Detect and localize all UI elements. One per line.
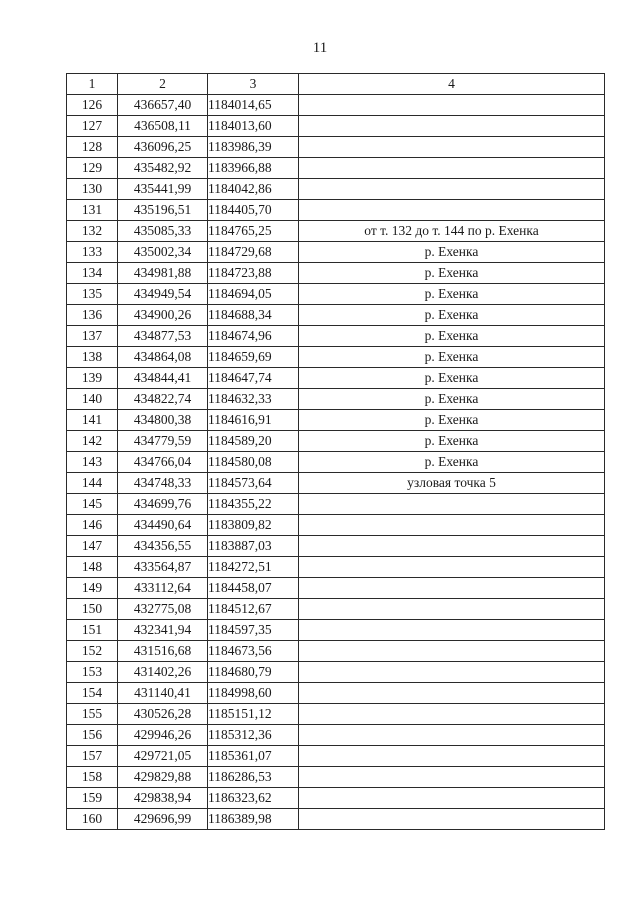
point-number-cell: 136 <box>67 305 118 326</box>
x-coordinate-cell: 434800,38 <box>118 410 208 431</box>
y-coordinate-cell: 1185151,12 <box>208 704 299 725</box>
table-header-row <box>67 74 605 95</box>
x-coordinate-cell: 435441,99 <box>118 179 208 200</box>
y-coordinate-cell: 1184355,22 <box>208 494 299 515</box>
x-coordinate-cell: 434949,54 <box>118 284 208 305</box>
table-body <box>67 95 605 830</box>
y-coordinate-cell: 1185312,36 <box>208 725 299 746</box>
table-row <box>67 788 605 809</box>
x-coordinate-cell: 431516,68 <box>118 641 208 662</box>
page-number: 11 <box>312 40 328 56</box>
description-cell: р. Ехенка <box>299 389 605 410</box>
point-number-cell: 128 <box>67 137 118 158</box>
point-number-cell: 156 <box>67 725 118 746</box>
description-cell <box>299 809 605 830</box>
coordinates-table <box>66 73 605 830</box>
table-row <box>67 221 605 242</box>
table-row <box>67 662 605 683</box>
description-cell: р. Ехенка <box>299 305 605 326</box>
x-coordinate-cell: 434766,04 <box>118 452 208 473</box>
table-row <box>67 578 605 599</box>
point-number-cell: 127 <box>67 116 118 137</box>
point-number-cell: 144 <box>67 473 118 494</box>
point-number-cell: 159 <box>67 788 118 809</box>
y-coordinate-cell: 1184589,20 <box>208 431 299 452</box>
x-coordinate-cell: 434699,76 <box>118 494 208 515</box>
table-row <box>67 200 605 221</box>
table-row <box>67 725 605 746</box>
x-coordinate-cell: 436508,11 <box>118 116 208 137</box>
y-coordinate-cell: 1184616,91 <box>208 410 299 431</box>
description-cell <box>299 746 605 767</box>
point-number-cell: 142 <box>67 431 118 452</box>
description-cell <box>299 179 605 200</box>
point-number-cell: 146 <box>67 515 118 536</box>
x-coordinate-cell: 431402,26 <box>118 662 208 683</box>
point-number-cell: 126 <box>67 95 118 116</box>
description-cell: р. Ехенка <box>299 347 605 368</box>
y-coordinate-cell: 1184597,35 <box>208 620 299 641</box>
point-number-cell: 153 <box>67 662 118 683</box>
y-coordinate-cell: 1186389,98 <box>208 809 299 830</box>
description-cell <box>299 95 605 116</box>
table-row <box>67 704 605 725</box>
y-coordinate-cell: 1186286,53 <box>208 767 299 788</box>
x-coordinate-cell: 436096,25 <box>118 137 208 158</box>
point-number-cell: 145 <box>67 494 118 515</box>
x-coordinate-cell: 433564,87 <box>118 557 208 578</box>
description-cell: р. Ехенка <box>299 326 605 347</box>
point-number-cell: 157 <box>67 746 118 767</box>
table-row <box>67 746 605 767</box>
y-coordinate-cell: 1184632,33 <box>208 389 299 410</box>
description-cell <box>299 662 605 683</box>
description-cell <box>299 599 605 620</box>
table-row <box>67 620 605 641</box>
description-cell <box>299 788 605 809</box>
point-number-cell: 152 <box>67 641 118 662</box>
point-number-cell: 140 <box>67 389 118 410</box>
description-cell: р. Ехенка <box>299 242 605 263</box>
description-cell <box>299 725 605 746</box>
description-cell: р. Ехенка <box>299 452 605 473</box>
table-row <box>67 809 605 830</box>
table-row <box>67 452 605 473</box>
point-number-cell: 131 <box>67 200 118 221</box>
x-coordinate-cell: 429946,26 <box>118 725 208 746</box>
description-cell <box>299 158 605 179</box>
point-number-cell: 155 <box>67 704 118 725</box>
y-coordinate-cell: 1184688,34 <box>208 305 299 326</box>
table-row <box>67 557 605 578</box>
y-coordinate-cell: 1184659,69 <box>208 347 299 368</box>
y-coordinate-cell: 1183966,88 <box>208 158 299 179</box>
table-row <box>67 137 605 158</box>
table-row <box>67 179 605 200</box>
x-coordinate-cell: 433112,64 <box>118 578 208 599</box>
y-coordinate-cell: 1184405,70 <box>208 200 299 221</box>
x-coordinate-cell: 435085,33 <box>118 221 208 242</box>
y-coordinate-cell: 1184573,64 <box>208 473 299 494</box>
table-row <box>67 305 605 326</box>
description-cell: узловая точка 5 <box>299 473 605 494</box>
point-number-cell: 150 <box>67 599 118 620</box>
point-number-cell: 139 <box>67 368 118 389</box>
table-row <box>67 536 605 557</box>
x-coordinate-cell: 434748,33 <box>118 473 208 494</box>
description-cell: р. Ехенка <box>299 263 605 284</box>
y-coordinate-cell: 1184674,96 <box>208 326 299 347</box>
y-coordinate-cell: 1184272,51 <box>208 557 299 578</box>
x-coordinate-cell: 432341,94 <box>118 620 208 641</box>
description-cell: р. Ехенка <box>299 410 605 431</box>
point-number-cell: 147 <box>67 536 118 557</box>
x-coordinate-cell: 432775,08 <box>118 599 208 620</box>
table-row <box>67 683 605 704</box>
table-row <box>67 368 605 389</box>
table-row <box>67 494 605 515</box>
y-coordinate-cell: 1186323,62 <box>208 788 299 809</box>
description-cell <box>299 515 605 536</box>
point-number-cell: 130 <box>67 179 118 200</box>
table-row <box>67 410 605 431</box>
x-coordinate-cell: 434356,55 <box>118 536 208 557</box>
description-cell <box>299 536 605 557</box>
table-row <box>67 263 605 284</box>
description-cell <box>299 620 605 641</box>
table-row <box>67 599 605 620</box>
point-number-cell: 138 <box>67 347 118 368</box>
y-coordinate-cell: 1184673,56 <box>208 641 299 662</box>
point-number-cell: 154 <box>67 683 118 704</box>
description-cell: р. Ехенка <box>299 368 605 389</box>
y-coordinate-cell: 1183887,03 <box>208 536 299 557</box>
x-coordinate-cell: 429721,05 <box>118 746 208 767</box>
point-number-cell: 129 <box>67 158 118 179</box>
point-number-cell: 135 <box>67 284 118 305</box>
point-number-cell: 160 <box>67 809 118 830</box>
description-cell <box>299 137 605 158</box>
x-coordinate-cell: 434877,53 <box>118 326 208 347</box>
column-header-point-number: 1 <box>67 74 118 95</box>
y-coordinate-cell: 1185361,07 <box>208 746 299 767</box>
description-cell: р. Ехенка <box>299 431 605 452</box>
x-coordinate-cell: 435002,34 <box>118 242 208 263</box>
description-cell: от т. 132 до т. 144 по р. Ехенка <box>299 221 605 242</box>
x-coordinate-cell: 434844,41 <box>118 368 208 389</box>
y-coordinate-cell: 1184729,68 <box>208 242 299 263</box>
table-row <box>67 389 605 410</box>
y-coordinate-cell: 1183986,39 <box>208 137 299 158</box>
x-coordinate-cell: 431140,41 <box>118 683 208 704</box>
y-coordinate-cell: 1184013,60 <box>208 116 299 137</box>
y-coordinate-cell: 1184765,25 <box>208 221 299 242</box>
table-row <box>67 767 605 788</box>
table-row <box>67 473 605 494</box>
column-header-description: 4 <box>299 74 605 95</box>
x-coordinate-cell: 436657,40 <box>118 95 208 116</box>
description-cell <box>299 578 605 599</box>
y-coordinate-cell: 1184723,88 <box>208 263 299 284</box>
y-coordinate-cell: 1184042,86 <box>208 179 299 200</box>
y-coordinate-cell: 1184694,05 <box>208 284 299 305</box>
x-coordinate-cell: 435482,92 <box>118 158 208 179</box>
point-number-cell: 134 <box>67 263 118 284</box>
y-coordinate-cell: 1184512,67 <box>208 599 299 620</box>
description-cell <box>299 494 605 515</box>
point-number-cell: 133 <box>67 242 118 263</box>
table-row <box>67 284 605 305</box>
y-coordinate-cell: 1184680,79 <box>208 662 299 683</box>
y-coordinate-cell: 1184014,65 <box>208 95 299 116</box>
description-cell <box>299 641 605 662</box>
x-coordinate-cell: 434779,59 <box>118 431 208 452</box>
table-row <box>67 347 605 368</box>
x-coordinate-cell: 434900,26 <box>118 305 208 326</box>
x-coordinate-cell: 435196,51 <box>118 200 208 221</box>
column-header-x-coordinate: 2 <box>118 74 208 95</box>
table-row <box>67 641 605 662</box>
table-row <box>67 158 605 179</box>
description-cell <box>299 683 605 704</box>
table-row <box>67 116 605 137</box>
x-coordinate-cell: 434822,74 <box>118 389 208 410</box>
y-coordinate-cell: 1184580,08 <box>208 452 299 473</box>
table-row <box>67 242 605 263</box>
x-coordinate-cell: 434864,08 <box>118 347 208 368</box>
point-number-cell: 143 <box>67 452 118 473</box>
description-cell: р. Ехенка <box>299 284 605 305</box>
point-number-cell: 148 <box>67 557 118 578</box>
point-number-cell: 141 <box>67 410 118 431</box>
description-cell <box>299 200 605 221</box>
description-cell <box>299 557 605 578</box>
table-row <box>67 431 605 452</box>
table-row <box>67 326 605 347</box>
description-cell <box>299 767 605 788</box>
x-coordinate-cell: 429838,94 <box>118 788 208 809</box>
table-row <box>67 515 605 536</box>
description-cell <box>299 704 605 725</box>
point-number-cell: 132 <box>67 221 118 242</box>
point-number-cell: 149 <box>67 578 118 599</box>
x-coordinate-cell: 430526,28 <box>118 704 208 725</box>
description-cell <box>299 116 605 137</box>
x-coordinate-cell: 429696,99 <box>118 809 208 830</box>
x-coordinate-cell: 429829,88 <box>118 767 208 788</box>
y-coordinate-cell: 1184647,74 <box>208 368 299 389</box>
y-coordinate-cell: 1184458,07 <box>208 578 299 599</box>
point-number-cell: 137 <box>67 326 118 347</box>
y-coordinate-cell: 1184998,60 <box>208 683 299 704</box>
point-number-cell: 158 <box>67 767 118 788</box>
table-row <box>67 95 605 116</box>
column-header-y-coordinate: 3 <box>208 74 299 95</box>
point-number-cell: 151 <box>67 620 118 641</box>
y-coordinate-cell: 1183809,82 <box>208 515 299 536</box>
x-coordinate-cell: 434490,64 <box>118 515 208 536</box>
x-coordinate-cell: 434981,88 <box>118 263 208 284</box>
